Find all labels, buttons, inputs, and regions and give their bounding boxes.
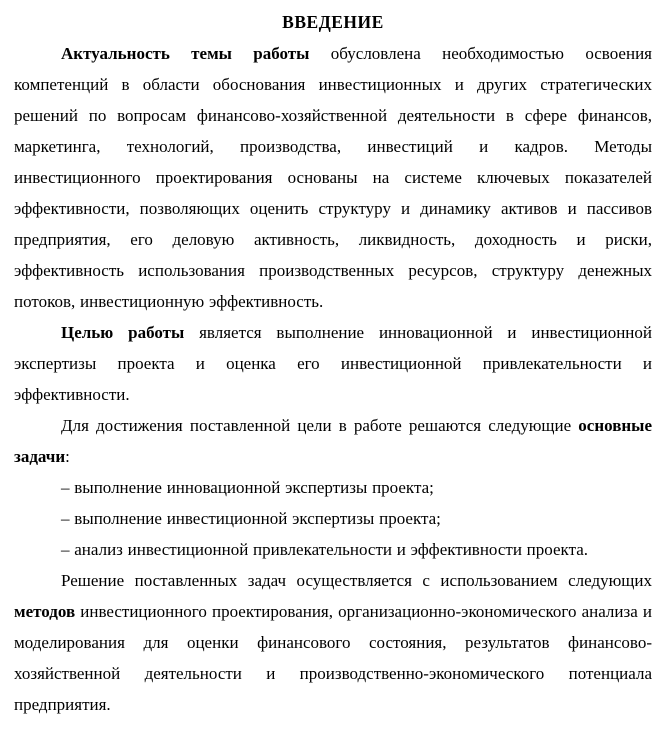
bold-text-run: методов bbox=[14, 602, 76, 621]
text-run: – анализ инвестиционной привлекательности и эффективности проекта. bbox=[61, 540, 588, 559]
list-item bbox=[14, 472, 652, 503]
text-run: : bbox=[65, 447, 70, 466]
list-item bbox=[14, 503, 652, 534]
bold-text-run: Целью работы bbox=[61, 323, 185, 342]
text-run: является выполнение инновационной и инвестиционной экспертизы проекта и оценка его инвестиционной привлекательности и эффективности. bbox=[14, 323, 652, 404]
paragraph bbox=[14, 565, 652, 720]
paragraph bbox=[14, 410, 652, 472]
document-body bbox=[14, 38, 652, 720]
list-item bbox=[14, 534, 652, 565]
bold-text-run: Актуальность темы работы bbox=[61, 44, 310, 63]
paragraph bbox=[14, 38, 652, 317]
text-run: инвестиционного проектирования, организационно-экономического анализа и моделирования для оценки финансового состояния, результатов финансово-хозяйственной деятельности и производственно-экономического потенциала предприятия. bbox=[14, 602, 652, 714]
page-title: ВВЕДЕНИЕ bbox=[282, 12, 384, 32]
text-run: Для достижения поставленной цели в работе решаются следующие bbox=[61, 416, 579, 435]
text-run: – выполнение инновационной экспертизы проекта; bbox=[61, 478, 434, 497]
bold-text-run: основные задачи bbox=[14, 416, 652, 466]
text-run: обусловлена необходимостью освоения компетенций в области обоснования инвестиционных и других стратегических решений по вопросам финансово-хозяйственной деятельности в сфере финансов, маркетинга, технологий, производства, инвестиций и кадров. Методы инвестиционного проектирования основаны на системе ключевых показателей эффективности, позволяющих оценить структуру и динамику активов и пассивов предприятия, его деловую активность, ликвидность, доходность и риски, эффективность использования производственных ресурсов, структуру денежных потоков, инвестиционную эффективность. bbox=[14, 44, 652, 311]
text-run: – выполнение инвестиционной экспертизы проекта; bbox=[61, 509, 441, 528]
text-run: Решение поставленных задач осуществляется с использованием следующих bbox=[61, 571, 652, 590]
paragraph bbox=[14, 317, 652, 410]
